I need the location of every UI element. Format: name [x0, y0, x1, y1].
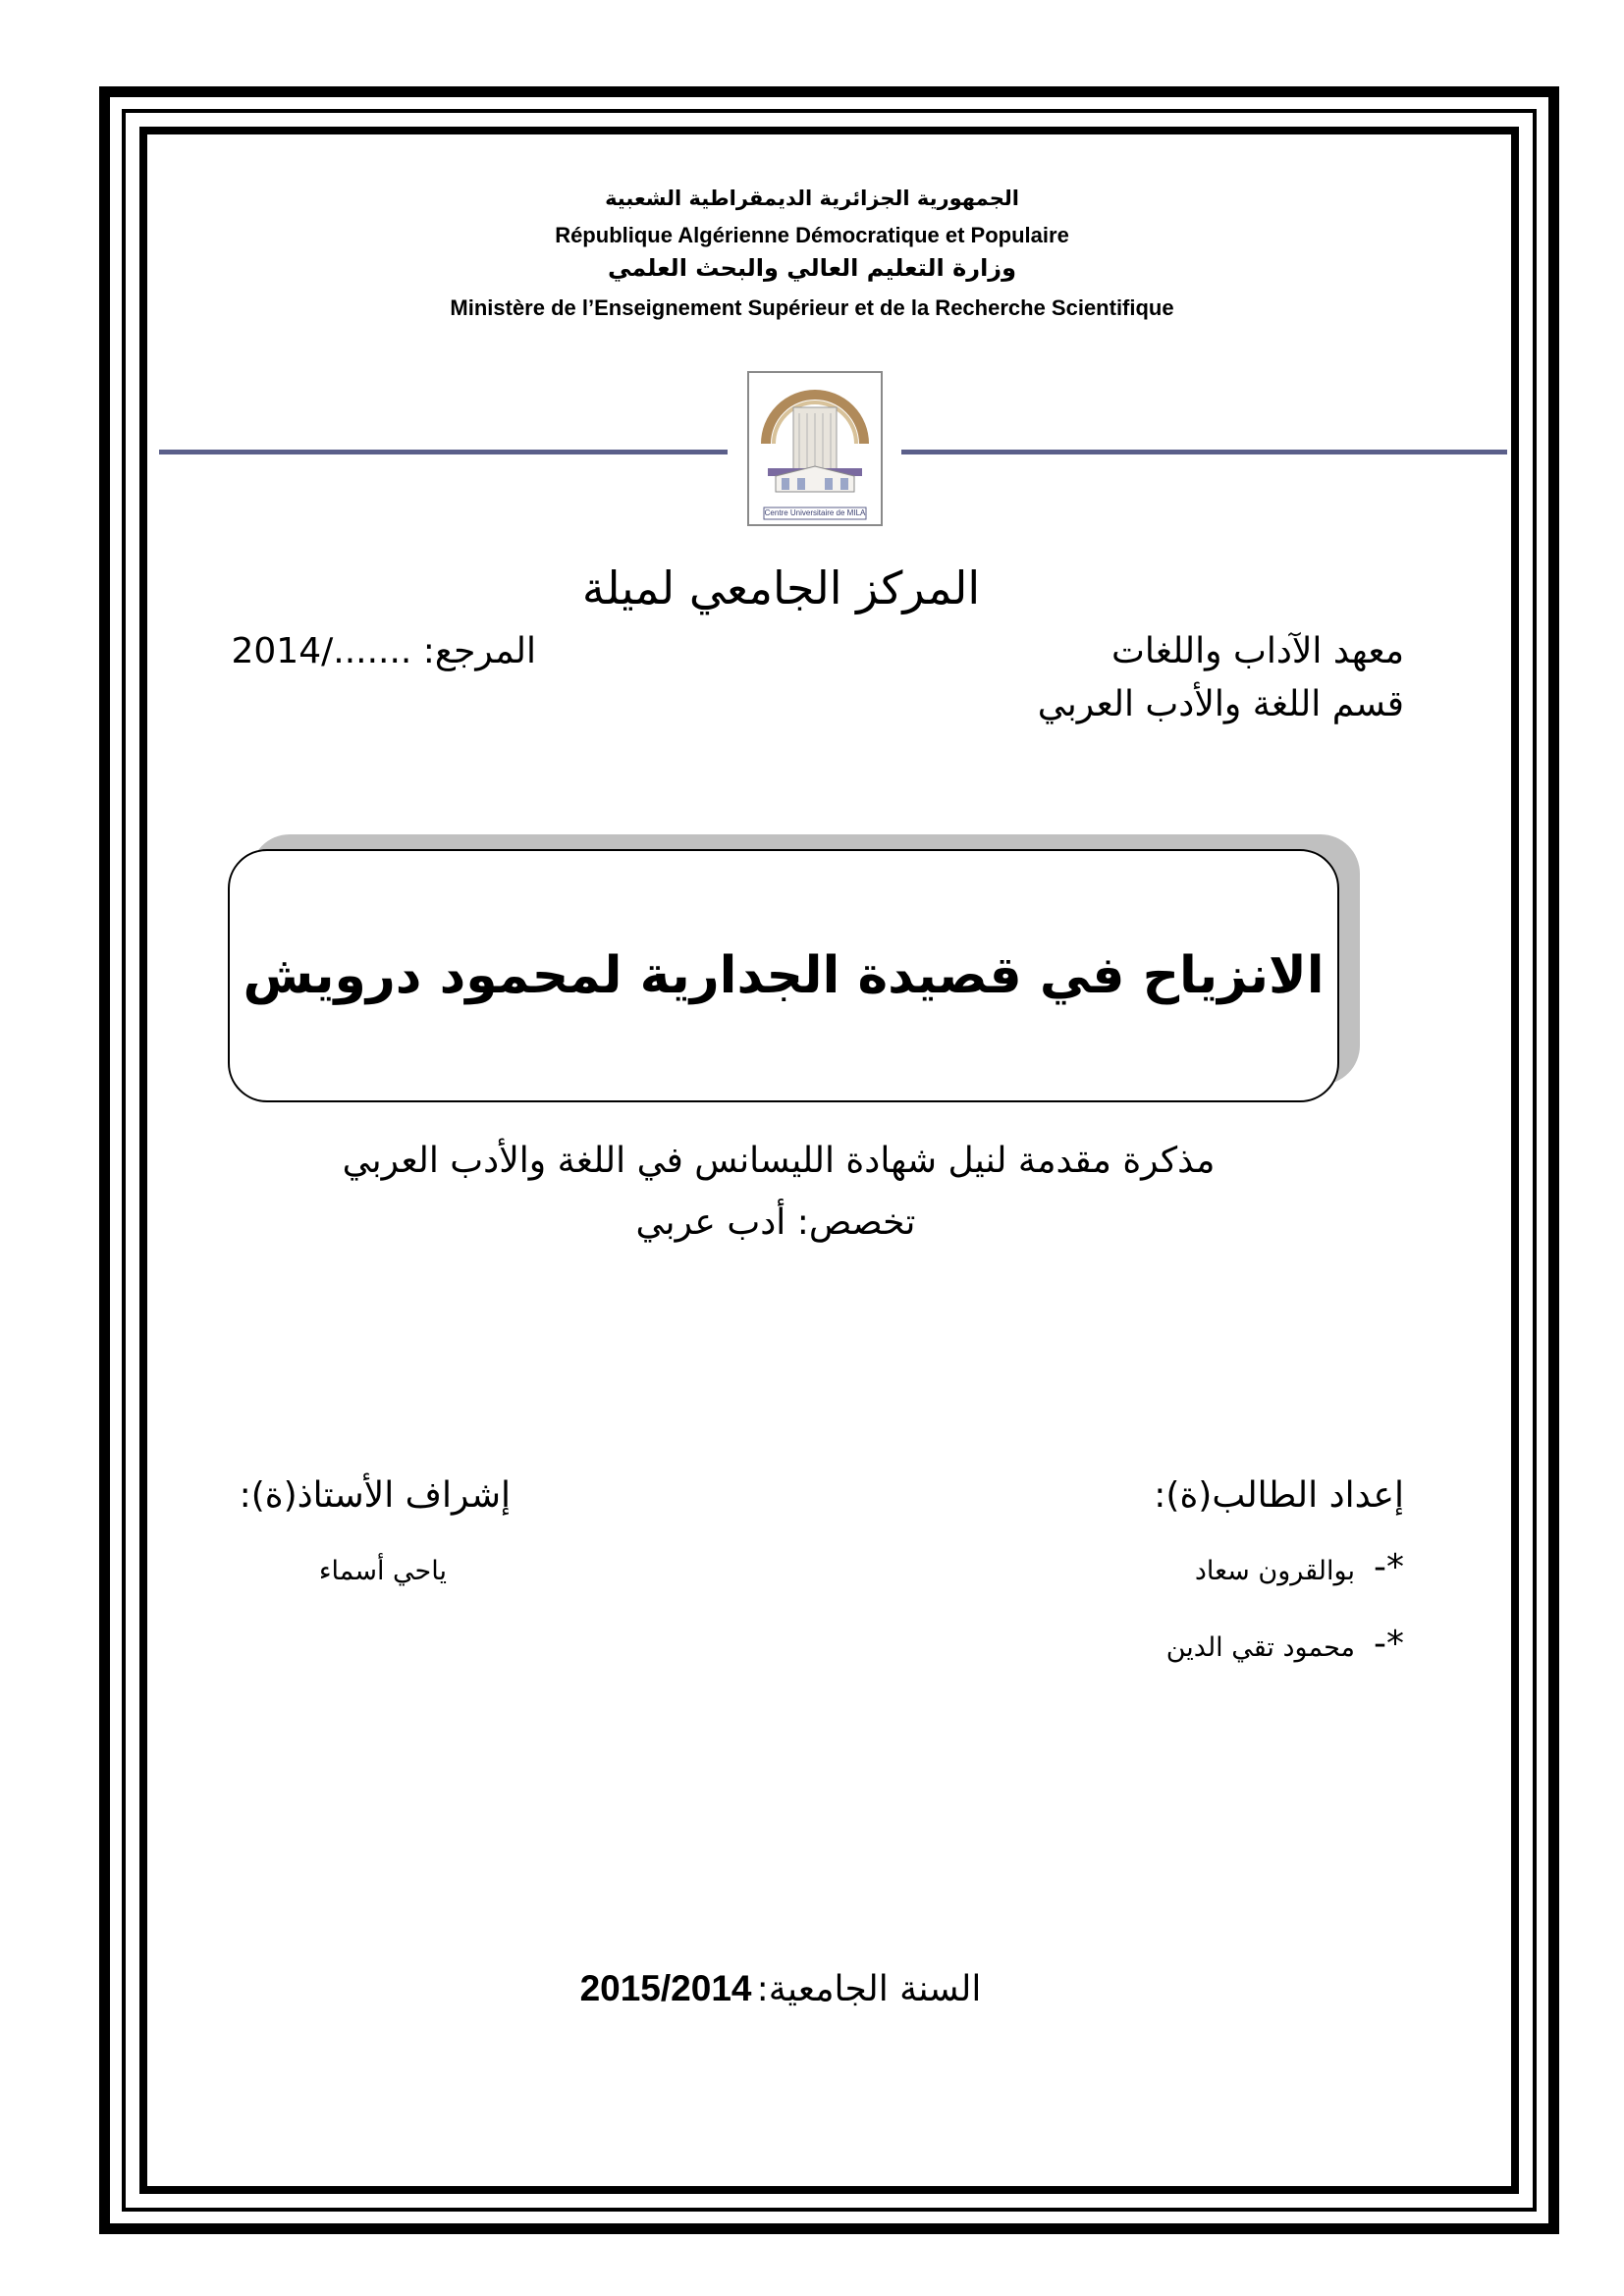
institute-name: معهد الآداب واللغات [1111, 631, 1404, 671]
logo-caption: Centre Universitaire de MILA [764, 508, 866, 517]
student-name: بوالقرون سعاد [1194, 1556, 1355, 1586]
university-logo [746, 370, 884, 527]
center-name: المركز الجامعي لميلة [581, 561, 981, 614]
academic-year [550, 1968, 1011, 2009]
students-label: إعداد الطالب(ة): [1154, 1475, 1404, 1516]
student-bullet: *- [1374, 1547, 1404, 1587]
department-name: قسم اللغة والأدب العربي [1037, 684, 1404, 724]
university-building-emblem-icon [746, 370, 884, 527]
academic-year-label: السنة الجامعية: [756, 1969, 982, 2009]
reference-number: المرجع: ......./2014 [231, 631, 536, 671]
ministry-french: Ministère de l’Enseignement Supérieur et de la Recherche Scientifique [450, 295, 1174, 320]
header-rule-right [901, 450, 1507, 454]
thesis-specialty: تخصص: أدب عربي [635, 1202, 916, 1243]
supervisor-name: ياحي أسماء [318, 1556, 447, 1586]
thesis-title: الانزياح في قصيدة الجدارية لمحمود درويش [243, 946, 1325, 1005]
republic-french: République Algérienne Démocratique et Populaire [555, 223, 1069, 247]
student-bullet: *- [1374, 1624, 1404, 1664]
ministry-arabic: وزارة التعليم العالي والبحث العلمي [607, 254, 1017, 282]
supervisor-label: إشراف الأستاذ(ة): [239, 1475, 511, 1516]
thesis-purpose: مذكرة مقدمة لنيل شهادة الليسانس في اللغة والأدب العربي [342, 1141, 1216, 1181]
republic-arabic: الجمهورية الجزائرية الديمقراطية الشعبية [605, 187, 1019, 210]
header-rule-left [159, 450, 728, 454]
academic-year-value: 2015/2014 [579, 1968, 752, 2008]
student-name: محمود تقي الدين [1165, 1632, 1355, 1663]
